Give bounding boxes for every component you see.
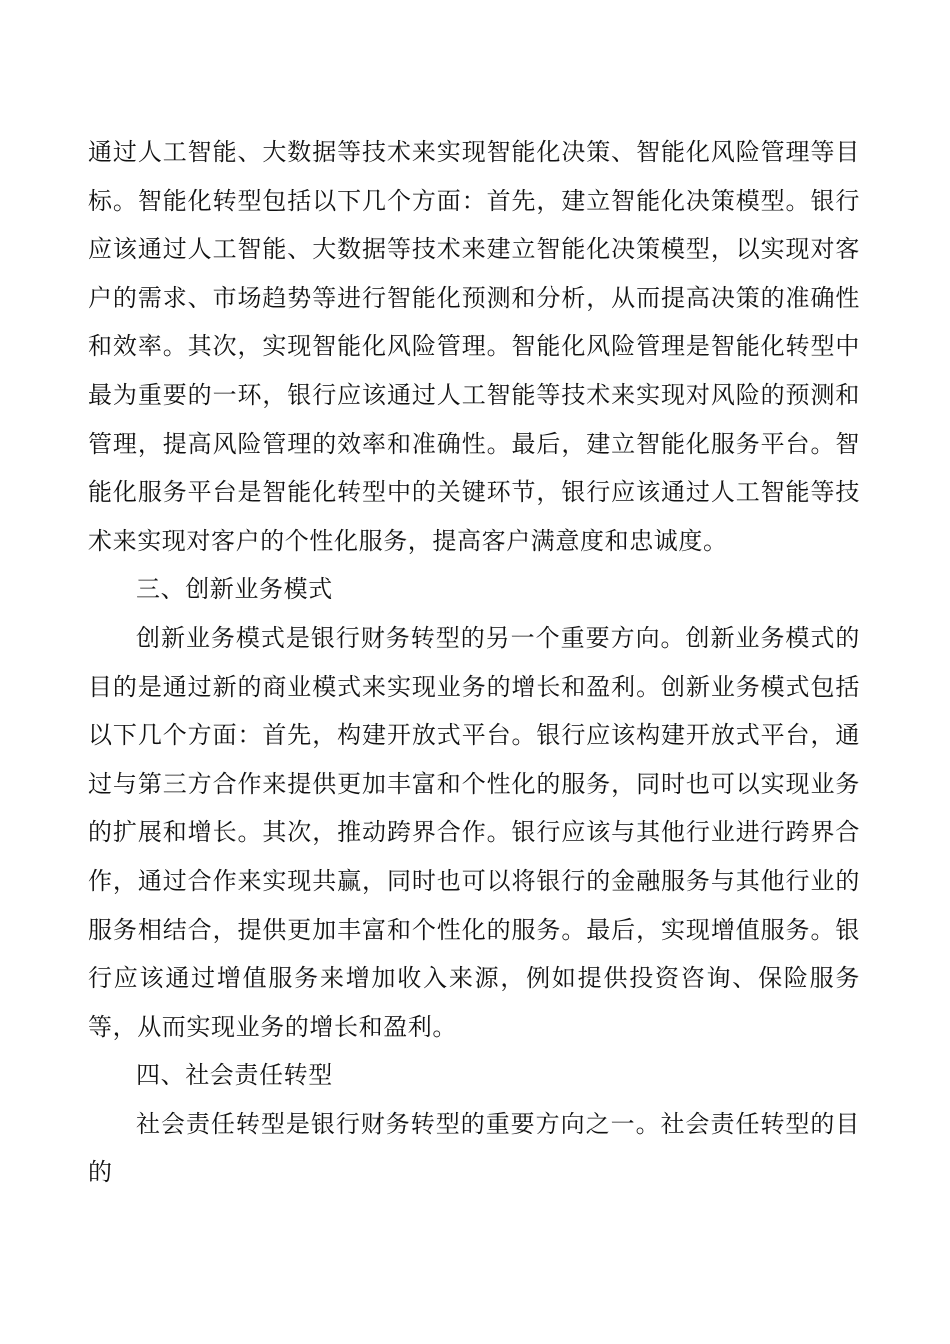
section-heading-innovation: 三、创新业务模式 — [136, 575, 333, 604]
body-paragraph-innovation: 创新业务模式是银行财务转型的另一个重要方向。创新业务模式的目的是通过新的商业模式来实现业务的增长和盈利。创新业务模式包括以下几个方面：首先，构建开放式平台。银行应该构建开放式平台，通过与第三方合作来提供更加丰富和个性化的服务，同时也可以实现业务的扩展和增长。其次，推动跨界合作。银行应该与其他行业进行跨界合作，通过合作来实现共赢，同时也可以将银行的金融服务与其他行业的服务相结合，提供更加丰富和个性化的服务。最后，实现增值服务。银行应该通过增值服务来增加收入来源，例如提供投资咨询、保险服务等，从而实现业务的增长和盈利。 — [88, 623, 860, 1041]
section-heading-social-responsibility: 四、社会责任转型 — [136, 1061, 333, 1090]
body-paragraph-continued: 通过人工智能、大数据等技术来实现智能化决策、智能化风险管理等目标。智能化转型包括以下几个方面：首先，建立智能化决策模型。银行应该通过人工智能、大数据等技术来建立智能化决策模型，以实现对客户的需求、市场趋势等进行智能化预测和分析，从而提高决策的准确性和效率。其次，实现智能化风险管理。智能化风险管理是智能化转型中最为重要的一环，银行应该通过人工智能等技术来实现对风险的预测和管理，提高风险管理的效率和准确性。最后，建立智能化服务平台。智能化服务平台是智能化转型中的关键环节，银行应该通过人工智能等技术来实现对客户的个性化服务，提高客户满意度和忠诚度。 — [88, 138, 860, 555]
document-page — [88, 128, 860, 1197]
body-paragraph-social-responsibility: 社会责任转型是银行财务转型的重要方向之一。社会责任转型的目的 — [88, 1109, 860, 1187]
